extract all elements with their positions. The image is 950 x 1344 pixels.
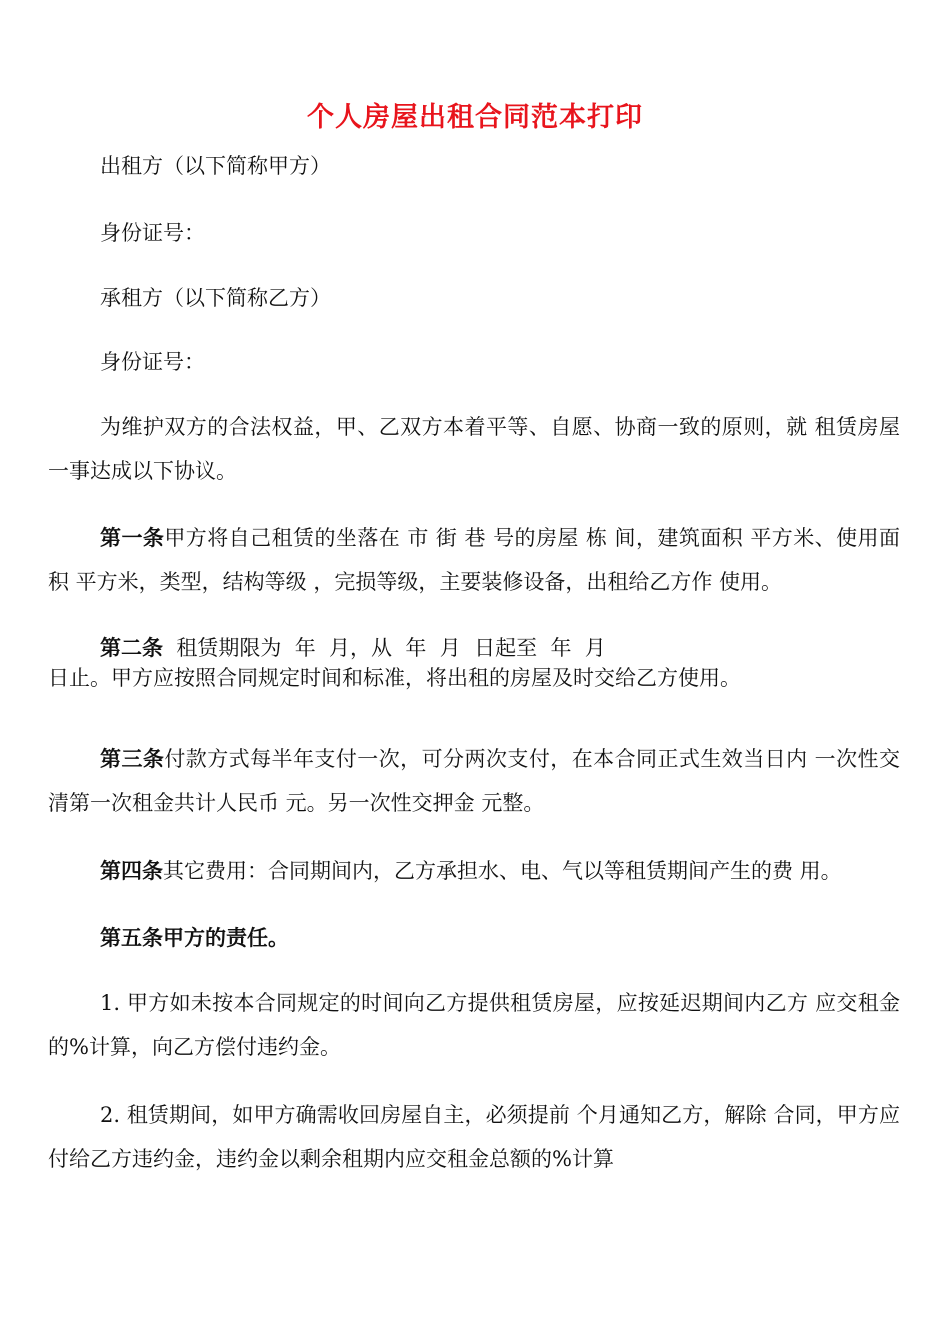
article-5-heading: 第五条甲方的责任。 [100, 925, 289, 950]
lessor-id-label: 身份证号： [100, 221, 205, 245]
clause-1-text: 甲方如未按本合同规定的时间向乙方提供租赁房屋，应按延迟期间内乙方 应交租金的%计算，向乙方偿付违约金。 [48, 991, 900, 1059]
clause-2-number: 2. [100, 1103, 121, 1127]
article-2-text-line-2: 日止。甲方应按照合同规定时间和标准，将出租的房屋及时交给乙方使用。 [48, 666, 741, 690]
clause-2 [48, 1093, 900, 1181]
clause-1-number: 1. [100, 991, 121, 1015]
lessee-label: 承租方（以下简称乙方） [100, 286, 331, 310]
clause-1 [48, 981, 900, 1069]
lessor-label: 出租方（以下简称甲方） [100, 154, 331, 178]
lessee-id-label: 身份证号： [100, 350, 205, 374]
article-2-text-line-1: 租赁期限为 年 月，从 年 月 日起至 年 月 [163, 636, 606, 660]
article-1-heading: 第一条 [100, 525, 165, 550]
article-1 [48, 516, 900, 604]
article-4 [48, 849, 900, 893]
article-3-heading: 第三条 [100, 746, 165, 771]
document-title: 个人房屋出租合同范本打印 [307, 102, 643, 133]
article-4-text: 其它费用：合同期间内，乙方承担水、电、气以等租赁期间产生的费 用。 [163, 859, 842, 883]
article-1-text: 甲方将自己租赁的坐落在 市 街 巷 号的房屋 栋 间，建筑面积 平方米、使用面积 平方米，类型，结构等级 ，完损等级，主要装修设备，出租给乙方作 使用。 [48, 526, 900, 594]
article-4-heading: 第四条 [100, 858, 163, 883]
clause-2-text: 租赁期间，如甲方确需收回房屋自主，必须提前 个月通知乙方，解除 合同，甲方应付给乙方违约金，违约金以剩余租期内应交租金总额的%计算 [48, 1103, 900, 1171]
preamble-paragraph: 为维护双方的合法权益，甲、乙双方本着平等、自愿、协商一致的原则，就 租赁房屋一事达成以下协议。 [48, 415, 900, 483]
article-3-text: 付款方式每半年支付一次，可分两次支付，在本合同正式生效当日内 一次性交清第一次租金共计人民币 元。另一次性交押金 元整。 [48, 747, 900, 815]
article-3 [48, 737, 900, 825]
article-2 [48, 626, 900, 700]
article-2-heading: 第二条 [100, 635, 163, 660]
